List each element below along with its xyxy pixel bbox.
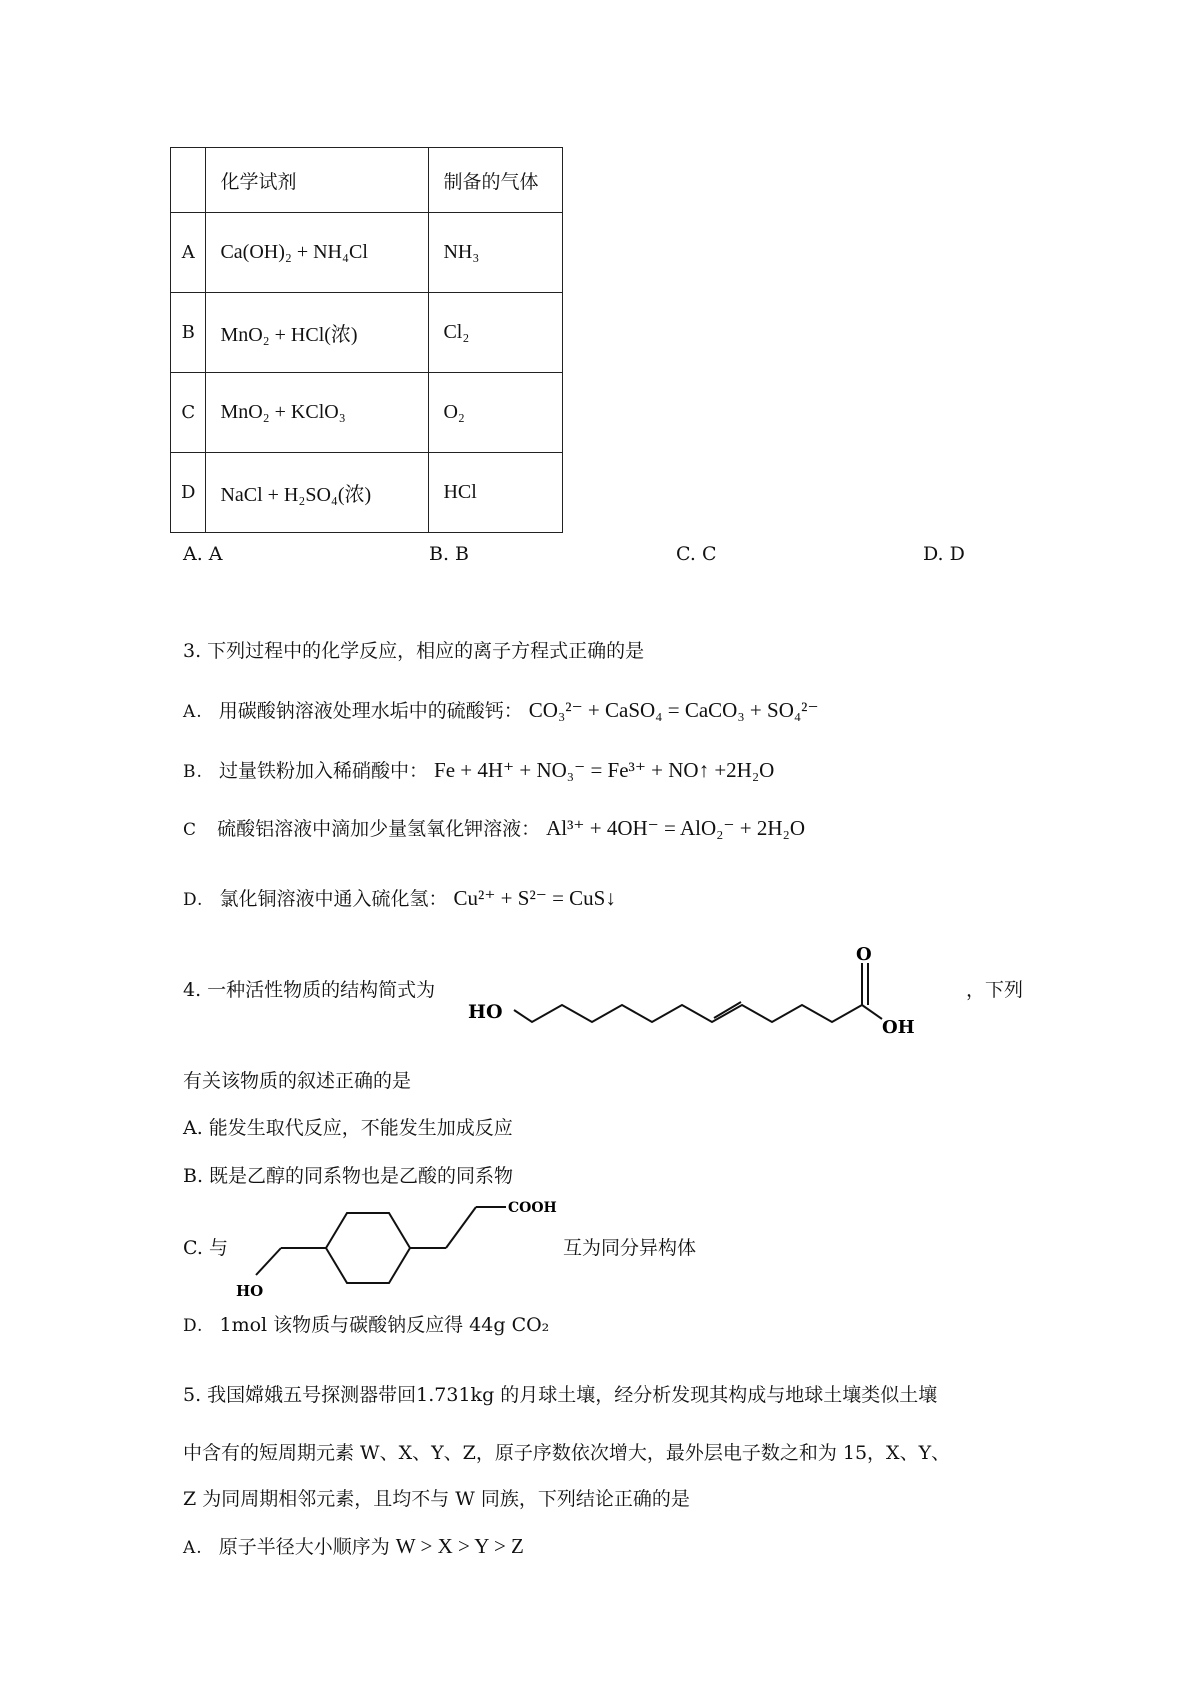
q5-a-text: 原子半径大小顺序为 (218, 1536, 390, 1558)
row-gas: O₂ (429, 373, 563, 453)
q2-option-c: C. C (676, 543, 717, 565)
table-header-row (171, 148, 563, 213)
q3-b-label: B. (183, 762, 203, 782)
q4-stem-line2: 有关该物质的叙述正确的是 (183, 1070, 412, 1092)
reagent-table (170, 147, 563, 533)
q3-d-equation: Cu²⁺ + S²⁻ = CuS↓ (453, 886, 616, 910)
q5-line1: 5. 我国嫦娥五号探测器带回1.731kg 的月球土壤，经分析发现其构成与地球土壤类似土壤 (183, 1384, 938, 1406)
table-row (171, 373, 563, 453)
q3-c-text: 硫酸铝溶液中滴加少量氢氧化钾溶液： (217, 818, 541, 840)
q4-stem: 4. 一种活性物质的结构简式为 (183, 979, 436, 1001)
cyclohexane-ring (256, 1207, 506, 1283)
q3-c-label: C (183, 820, 198, 840)
q4-option-b: B. 既是乙醇的同系物也是乙酸的同系物 (183, 1165, 514, 1187)
q5-a-label: A. (183, 1538, 203, 1558)
header-blank (171, 148, 206, 213)
row-key: C (171, 373, 206, 453)
q5-line2: 中含有的短周期元素 W、X、Y、Z，原子序数依次增大，最外层电子数之和为 15，X、Y、 (183, 1442, 951, 1464)
q3-a-label: A. (183, 702, 203, 722)
q5-a-equation: W > X > Y > Z (395, 1534, 524, 1558)
row-key: A (171, 213, 206, 293)
q3-option-d (183, 885, 616, 913)
q3-b-equation: Fe + 4H⁺ + NO₃⁻ = Fe³⁺ + NO↑ +2H₂O (434, 758, 775, 782)
row-key: B (171, 293, 206, 373)
q3-a-equation: CO₃²⁻ + CaSO₄ = CaCO₃ + SO₄²⁻ (528, 698, 819, 722)
q3-option-b (183, 757, 774, 785)
q4-option-a: A. 能发生取代反应，不能发生加成反应 (183, 1117, 513, 1139)
q4-option-d (183, 1312, 549, 1339)
q3-option-c (183, 815, 805, 843)
row-gas: HCl (429, 453, 563, 533)
row-reagent: NaCl + H₂SO₄(浓) (206, 453, 429, 533)
q4-structure-formula (466, 943, 966, 1038)
q2-option-b: B. B (429, 543, 470, 565)
q4-struct-o: O (856, 944, 872, 965)
table-row (171, 213, 563, 293)
q4-option-c-tail: 互为同分异构体 (563, 1237, 697, 1259)
q3-a-text: 用碳酸钠溶液处理水垢中的硫酸钙： (218, 700, 523, 722)
q5-line3: Z 为同周期相邻元素，且均不与 W 同族，下列结论正确的是 (183, 1488, 690, 1510)
zigzag-chain (514, 963, 882, 1022)
row-gas: NH₃ (429, 213, 563, 293)
row-reagent: MnO₂ + KClO₃ (206, 373, 429, 453)
q3-c-equation: Al³⁺ + 4OH⁻ = AlO₂⁻ + 2H₂O (546, 816, 806, 840)
q3-b-text: 过量铁粉加入稀硝酸中： (218, 760, 428, 782)
q4-struct-oh: OH (882, 1017, 915, 1038)
q4-c-ho: HO (236, 1282, 264, 1300)
row-gas: Cl₂ (429, 293, 563, 373)
q4-stem-tail: ，下列 (966, 979, 1024, 1001)
table-row (171, 453, 563, 533)
q2-option-d: D. D (923, 543, 965, 565)
row-reagent: Ca(OH)₂ + NH₄Cl (206, 213, 429, 293)
q2-option-a: A. A (183, 543, 223, 565)
table-row (171, 293, 563, 373)
q4-c-cooh: COOH (508, 1200, 557, 1216)
q3-d-text: 氯化铜溶液中通入硫化氢： (219, 888, 448, 910)
header-reagent: 化学试剂 (206, 148, 429, 213)
q3-stem: 3. 下列过程中的化学反应，相应的离子方程式正确的是 (183, 640, 645, 662)
q4-struct-ho: HO (468, 1001, 503, 1023)
q5-option-a (183, 1533, 524, 1561)
q4-option-c-structure (236, 1195, 576, 1310)
header-gas: 制备的气体 (429, 148, 563, 213)
row-key: D (171, 453, 206, 533)
row-reagent: MnO₂ + HCl(浓) (206, 293, 429, 373)
q3-option-a (183, 697, 819, 725)
q4-d-label: D. (183, 1316, 204, 1336)
q3-d-label: D. (183, 890, 204, 910)
q4-d-text: 1mol 该物质与碳酸钠反应得 44g CO₂ (219, 1314, 550, 1336)
q4-option-c-label: C. 与 (183, 1237, 228, 1259)
